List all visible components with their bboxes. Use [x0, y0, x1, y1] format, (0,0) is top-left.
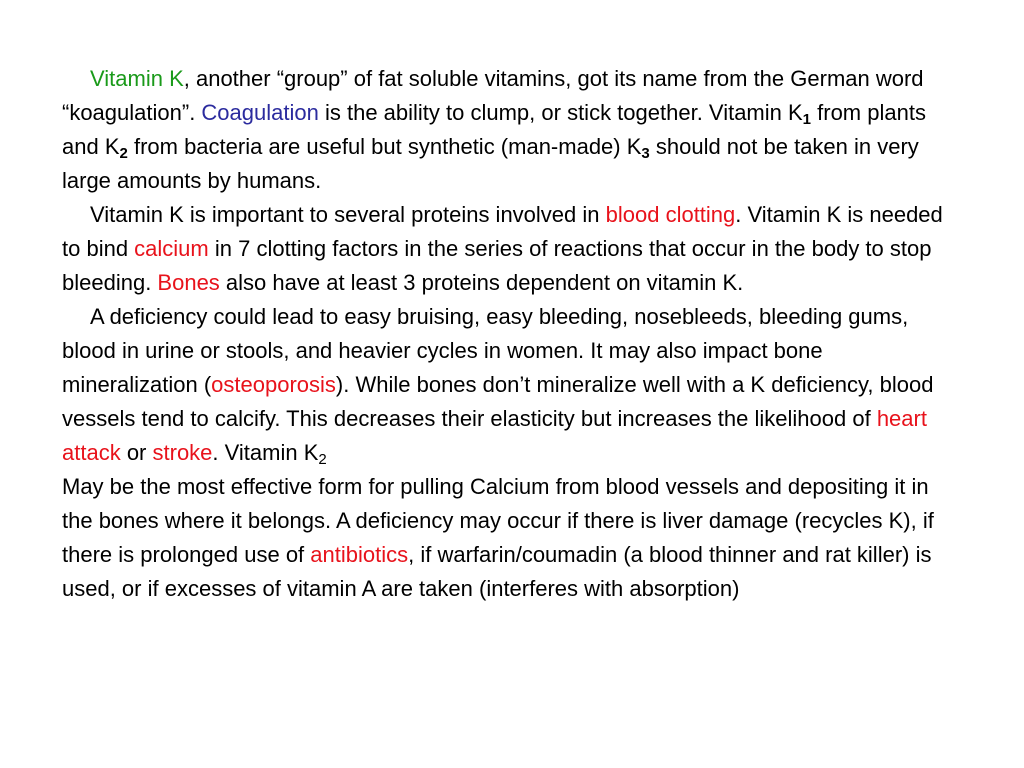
subscript-2: 2: [119, 145, 128, 162]
slide-body: [62, 62, 962, 606]
text-span: from plants and K: [62, 100, 926, 159]
paragraph-vitamin-k-intro: [62, 62, 962, 198]
term-stroke: stroke: [152, 440, 213, 465]
text-span: A deficiency could lead to easy bruising, easy bleeding, nosebleeds, bleeding gums, blood in urine or stools, and heavier cycles in women. It may also impact bone mineralization (: [62, 304, 909, 397]
text-span: , another “group” of fat soluble vitamins, got its name from the German word “koagulation”.: [62, 66, 924, 125]
text-span: . Vitamin K: [212, 440, 319, 465]
term-osteoporosis: osteoporosis: [211, 372, 336, 397]
term-antibiotics: antibiotics: [310, 542, 409, 567]
term-heart-attack: heart attack: [62, 406, 927, 465]
text-span: , if warfarin/coumadin (a blood thinner and rat killer) is used, or if excesses of vitamin A are taken (interferes with absorption): [62, 542, 932, 601]
paragraph-clotting-proteins: [62, 198, 962, 300]
paragraph-deficiency: [62, 300, 962, 606]
text-span: in 7 clotting factors in the series of reactions that occur in the body to stop bleeding.: [62, 236, 932, 295]
text-span: or: [120, 440, 153, 465]
text-span: May be the most effective form for pulling Calcium from blood vessels and depositing it in the bones where it belongs. A deficiency may occur if there is liver damage (recycles K), if there is prolonged use of: [62, 474, 934, 567]
subscript-2: 2: [318, 451, 327, 468]
term-bones: Bones: [157, 270, 220, 295]
subscript-3: 3: [641, 145, 650, 162]
text-span: Vitamin K is important to several proteins involved in: [90, 202, 606, 227]
term-blood-clotting: blood clotting: [605, 202, 736, 227]
text-span: should not be taken in very large amounts by humans.: [62, 134, 919, 193]
subscript-1: 1: [802, 111, 812, 128]
term-coagulation: Coagulation: [201, 100, 319, 125]
text-span: ). While bones don’t mineralize well with a K deficiency, blood vessels tend to calcify. This decreases their elasticity but increases the likelihood of: [62, 372, 934, 431]
text-span: also have at least 3 proteins dependent on vitamin K.: [219, 270, 744, 295]
text-span: from bacteria are useful but synthetic (man-made) K: [127, 134, 642, 159]
term-calcium: calcium: [134, 236, 209, 261]
term-vitamin-k: Vitamin K: [90, 66, 184, 91]
text-span: . Vitamin K is needed to bind: [62, 202, 943, 261]
text-span: is the ability to clump, or stick together. Vitamin K: [318, 100, 803, 125]
